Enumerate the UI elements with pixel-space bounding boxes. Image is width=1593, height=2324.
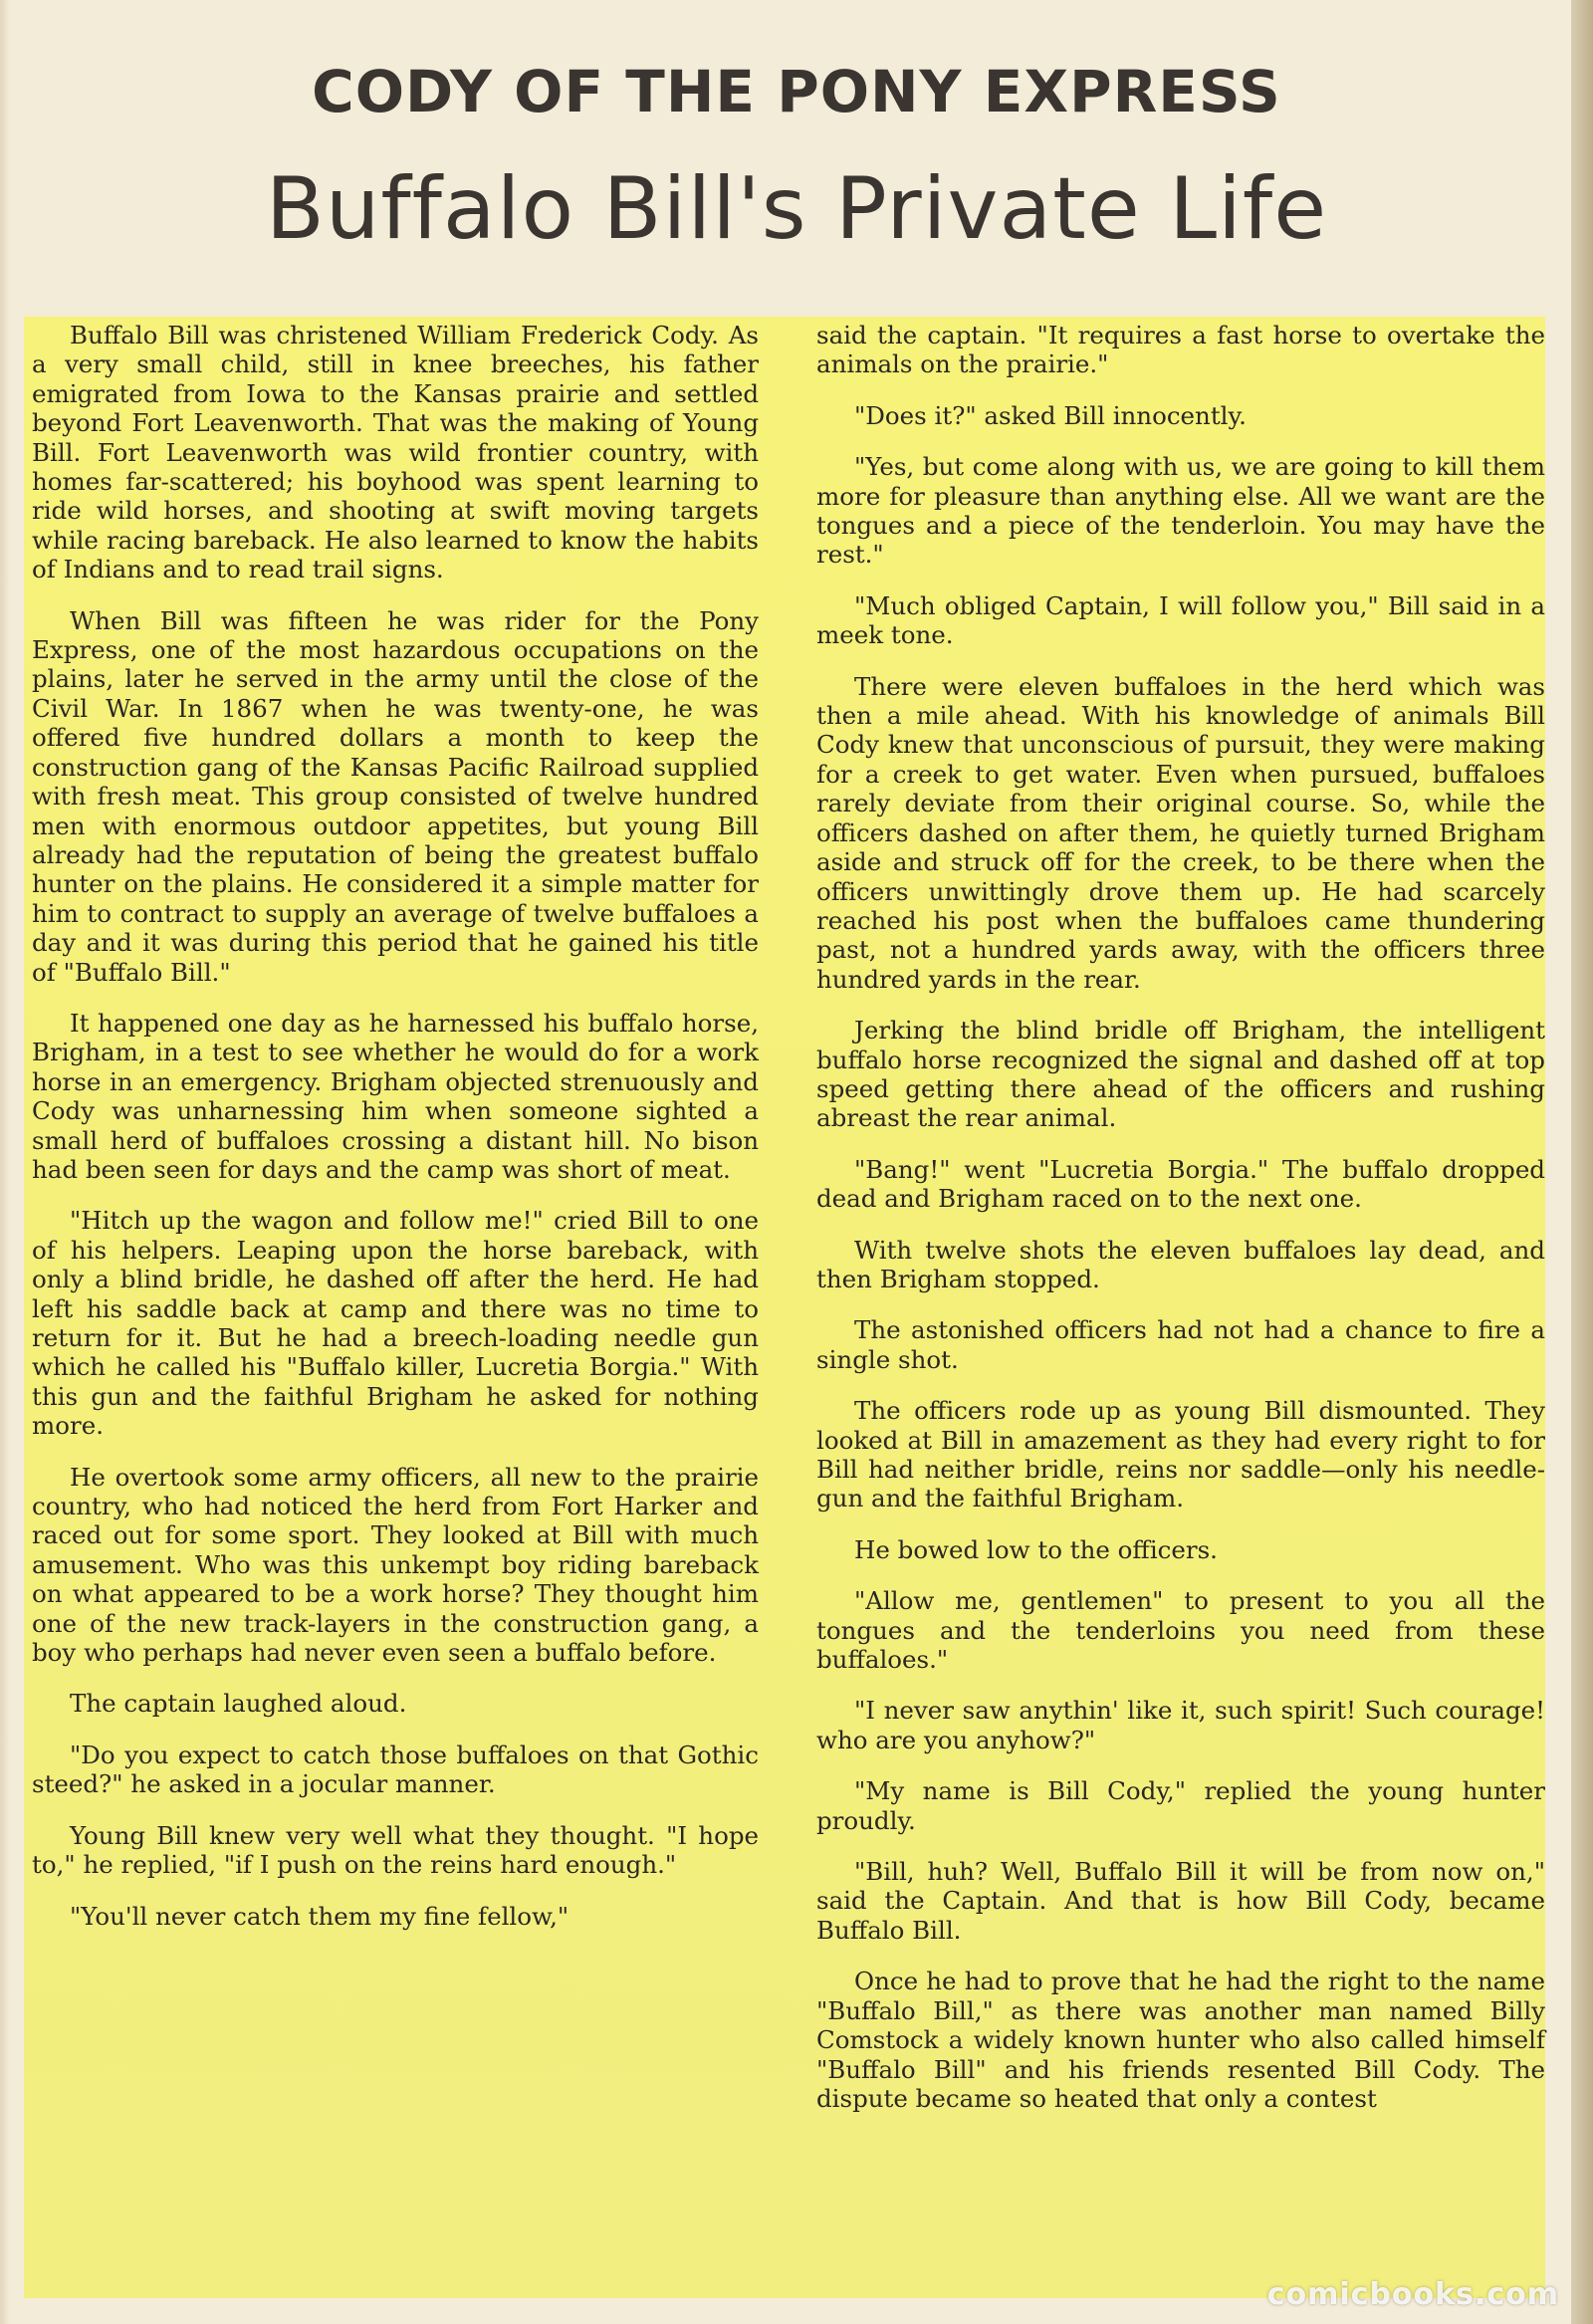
paragraph: "Yes, but come along with us, we are going to kill them more for pleasure than anything else. All we want are the tongues and a piece of the tenderloin. You may have the rest." xyxy=(816,452,1545,570)
paragraph: He bowed low to the officers. xyxy=(854,1534,1218,1564)
paragraph: "Much obliged Captain, I will follow you," Bill said in a meek tone. xyxy=(816,590,1545,650)
paragraph: Young Bill knew very well what they thought. "I hope to," he replied, "if I push on the reins hard enough." xyxy=(32,1820,759,1880)
paragraph-continuation: said the captain. "It requires a fast horse to overtake the animals on the prairie." xyxy=(816,321,1545,379)
article-column-right xyxy=(816,321,1545,2135)
paragraph: The astonished officers had not had a chance to fire a single shot. xyxy=(816,1315,1545,1374)
series-title: CODY OF THE PONY EXPRESS xyxy=(312,58,1281,125)
article-column-left xyxy=(32,321,759,1953)
paragraph: With twelve shots the eleven buffaloes lay dead, and then Brigham stopped. xyxy=(816,1235,1545,1293)
page-left-edge xyxy=(0,0,10,2324)
site-watermark: comicbooks.com xyxy=(1266,2277,1559,2312)
paragraph: "My name is Bill Cody," replied the young hunter proudly. xyxy=(816,1776,1545,1835)
paragraph: When Bill was fifteen he was rider for the Pony Express, one of the most hazardous occupations on the plains, later he served in the army until the close of the Civil War. In 1867 when he was twenty-one, he was offered five hundred dollars a month to keep the construction gang of the Kansas Pacific Railroad supplied with fresh meat. This group consisted of twelve hundred men with enormous outdoor appetites, but young Bill already had the reputation of being the greatest buffalo hunter on the plains. He considered it a simple matter for him to contract to supply an average of twelve buffaloes a day and it was during this period that he gained his title of "Buffalo Bill." xyxy=(32,605,759,987)
paragraph: He overtook some army officers, all new to the prairie country, who had noticed the herd from Fort Harker and raced out for some sport. They looked at Bill with much amusement. Who was this unkempt boy riding bareback on what appeared to be a work horse? They thought him one of the new track-layers in the construction gang, a boy who perhaps had never even seen a buffalo before. xyxy=(32,1462,759,1668)
paragraph: Once he had to prove that he had the right to the name "Buffalo Bill," as there was another man named Billy Comstock a widely known hunter who also called himself "Buffalo Bill" and his friends resented Bill Cody. The dispute became so heated that only a contest xyxy=(816,1967,1545,2113)
paragraph: It happened one day as he harnessed his buffalo horse, Brigham, in a test to see whether he would do for a work horse in an emergency. Brigham objected strenuously and Cody was unharnessing him when someone sighted a small herd of buffaloes crossing a distant hill. No bison had been seen for days and the camp was short of meat. xyxy=(32,1008,759,1184)
paragraph: "Does it?" asked Bill innocently. xyxy=(854,400,1247,430)
paragraph: There were eleven buffaloes in the herd which was then a mile ahead. With his knowledge of animals Bill Cody knew that unconscious of pursuit, they were making for a creek to get water. Even when pursued, buffaloes rarely deviate from their original course. So, while the officers dashed on after them, he quietly turned Brigham aside and struck off for the creek, to be there when the officers unwittingly drove them up. He had scarcely reached his post when the buffaloes came thundering past, not a hundred yards away, with the officers three hundred yards in the rear. xyxy=(816,671,1545,994)
paragraph: Buffalo Bill was christened William Frederick Cody. As a very small child, still in knee breeches, his father emigrated from Iowa to the Kansas prairie and settled beyond Fort Leavenworth. That was the making of Young Bill. Fort Leavenworth was wild frontier country, with homes far-scattered; his boyhood was spent learning to ride wild horses, and shooting at swift moving targets while racing bareback. He also learned to know the habits of Indians and to read trail signs. xyxy=(32,321,759,584)
page-right-edge xyxy=(1571,0,1593,2324)
paragraph: "I never saw anythin' like it, such spirit! Such courage! who are you anyhow?" xyxy=(816,1696,1545,1754)
paragraph: "Do you expect to catch those buffaloes on that Gothic steed?" he asked in a jocular manner. xyxy=(32,1740,759,1799)
paragraph: The captain laughed aloud. xyxy=(70,1689,407,1719)
paragraph: "Bang!" went "Lucretia Borgia." The buffalo dropped dead and Brigham raced on to the next one. xyxy=(816,1154,1545,1214)
paragraph: "Hitch up the wagon and follow me!" cried Bill to one of his helpers. Leaping upon the horse bareback, with only a blind bridle, he dashed off after the herd. He had left his saddle back at camp and there was no time to return for it. But he had a breech-loading needle gun which he called his "Buffalo killer, Lucretia Borgia." With this gun and the faithful Brigham he asked for nothing more. xyxy=(32,1206,759,1441)
story-title: Buffalo Bill's Private Life xyxy=(265,159,1328,259)
paragraph: Jerking the blind bridle off Brigham, the intelligent buffalo horse recognized the signal and dashed off at top speed getting there ahead of the officers and rushing abreast the rear animal. xyxy=(816,1016,1545,1133)
paragraph: "You'll never catch them my fine fellow," xyxy=(70,1901,569,1931)
paragraph: "Bill, huh? Well, Buffalo Bill it will be from now on," said the Captain. And that is how Bill Cody, became Buffalo Bill. xyxy=(816,1857,1545,1945)
paragraph: The officers rode up as young Bill dismounted. They looked at Bill in amazement as they had every right to for Bill had neither bridle, reins nor saddle—only his needle-gun and the faithful Brigham. xyxy=(816,1396,1545,1513)
paragraph: "Allow me, gentlemen" to present to you all the tongues and the tenderloins you need from these buffaloes." xyxy=(816,1586,1545,1675)
